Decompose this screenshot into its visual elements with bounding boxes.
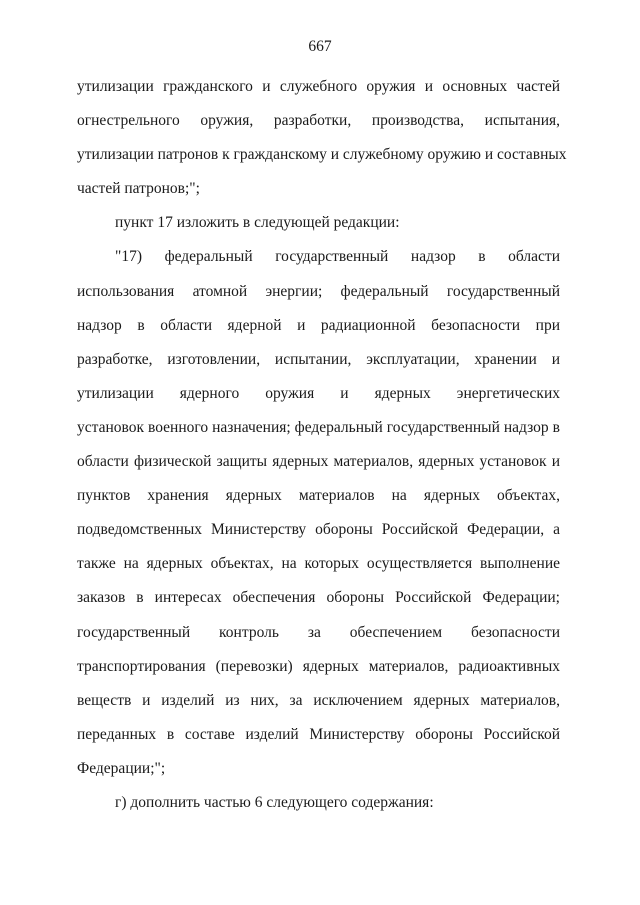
- text-line: огнестрельного оружия, разработки, производства, испытания,: [77, 112, 560, 130]
- text-line: "17) федеральный государственный надзор в области: [115, 248, 560, 266]
- text-line: транспортирования (перевозки) ядерных материалов, радиоактивных: [77, 657, 560, 675]
- text-line: утилизации гражданского и служебного оружия и основных частей: [77, 78, 560, 95]
- text-line: области физической защиты ядерных материалов, ядерных установок и: [77, 453, 560, 471]
- text-line: установок военного назначения; федеральный государственный надзор в: [77, 418, 560, 436]
- text-line: использования атомной энергии; федеральный государственный: [77, 282, 560, 300]
- text-line: г) дополнить частью 6 следующего содержания:: [115, 793, 434, 811]
- text-line: утилизации ядерного оружия и ядерных энергетических: [77, 384, 560, 402]
- text-line: государственный контроль за обеспечением безопасности: [77, 623, 560, 641]
- document-body: [77, 70, 567, 820]
- text-line: надзор в области ядерной и радиационной безопасности при: [77, 316, 560, 334]
- text-line: утилизации патронов к гражданскому и служебному оружию и составных: [77, 146, 567, 164]
- text-line: подведомственных Министерству обороны Российской Федерации, а: [77, 521, 560, 539]
- text-line: частей патронов;";: [77, 180, 200, 198]
- text-line: пункт 17 изложить в следующей редакции:: [115, 214, 400, 232]
- text-line: заказов в интересах обеспечения обороны Российской Федерации;: [77, 589, 560, 607]
- text-line: Федерации;";: [77, 759, 166, 777]
- text-line: веществ и изделий из них, за исключением ядерных материалов,: [77, 691, 560, 709]
- text-line: пунктов хранения ядерных материалов на ядерных объектах,: [77, 487, 560, 505]
- text-line: переданных в составе изделий Министерству обороны Российской: [77, 725, 560, 743]
- text-line: разработке, изготовлении, испытании, эксплуатации, хранении и: [77, 350, 560, 368]
- page-number: 667: [308, 38, 332, 55]
- text-line: также на ядерных объектах, на которых осуществляется выполнение: [77, 555, 560, 573]
